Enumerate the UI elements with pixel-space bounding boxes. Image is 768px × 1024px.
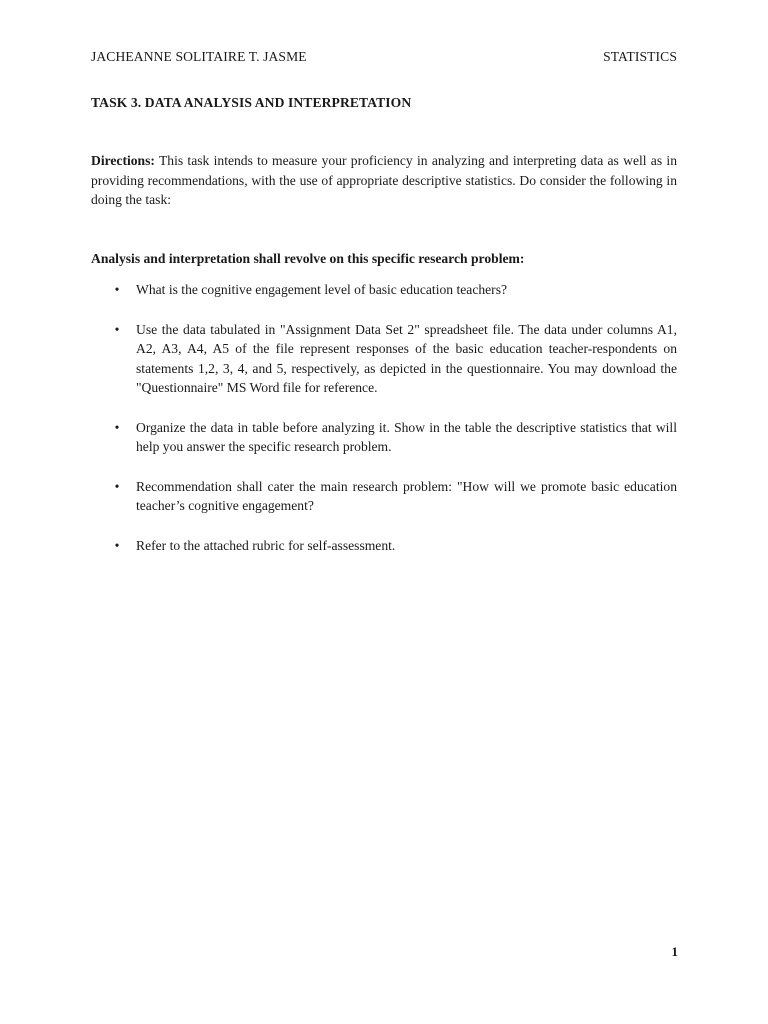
page-number: 1 <box>671 944 678 959</box>
bullet-icon: • <box>114 321 120 337</box>
bullet-icon: • <box>114 537 120 553</box>
list-item-text: Use the data tabulated in "Assignment Data Set 2" spreadsheet file. The data under columns A1, A2, A3, A4, A5 of the file represent responses of the basic education teacher-respondents on statements 1,2, 3, 4, and 5, respectively, as depicted in the questionnaire. You may download the "Questionnaire" MS Word file for reference. <box>136 321 677 395</box>
list-item-text: Recommendation shall cater the main research problem: "How will we promote basic education teacher’s cognitive engagement? <box>136 478 677 513</box>
list-item-text: What is the cognitive engagement level of basic education teachers? <box>136 282 508 297</box>
page-header <box>91 47 677 67</box>
directions-lead: Directions: <box>91 153 155 168</box>
header-subject: STATISTICS <box>603 49 677 64</box>
list-item <box>91 280 677 300</box>
list-item <box>91 418 677 457</box>
list-item-text: Organize the data in table before analyzing it. Show in the table the descriptive statistics that will help you answer the specific research problem. <box>136 419 677 454</box>
bullet-icon: • <box>114 478 120 494</box>
instruction-list <box>91 280 677 575</box>
task-title: TASK 3. DATA ANALYSIS AND INTERPRETATION <box>91 95 412 110</box>
list-item-text: Refer to the attached rubric for self-assessment. <box>136 537 396 553</box>
bullet-icon: • <box>114 419 120 435</box>
directions-text: This task intends to measure your proficiency in analyzing and interpreting data as well as in providing recommendations, with the use of appropriate descriptive statistics. Do consider the following in doing the task: <box>91 153 677 207</box>
analysis-heading: Analysis and interpretation shall revolve on this specific research problem: <box>91 251 525 266</box>
list-item <box>91 320 677 398</box>
list-item <box>91 536 677 556</box>
header-author: JACHEANNE SOLITAIRE T. JASME <box>91 49 307 64</box>
bullet-icon: • <box>114 282 120 297</box>
directions-paragraph <box>91 151 677 210</box>
list-item <box>91 477 677 516</box>
